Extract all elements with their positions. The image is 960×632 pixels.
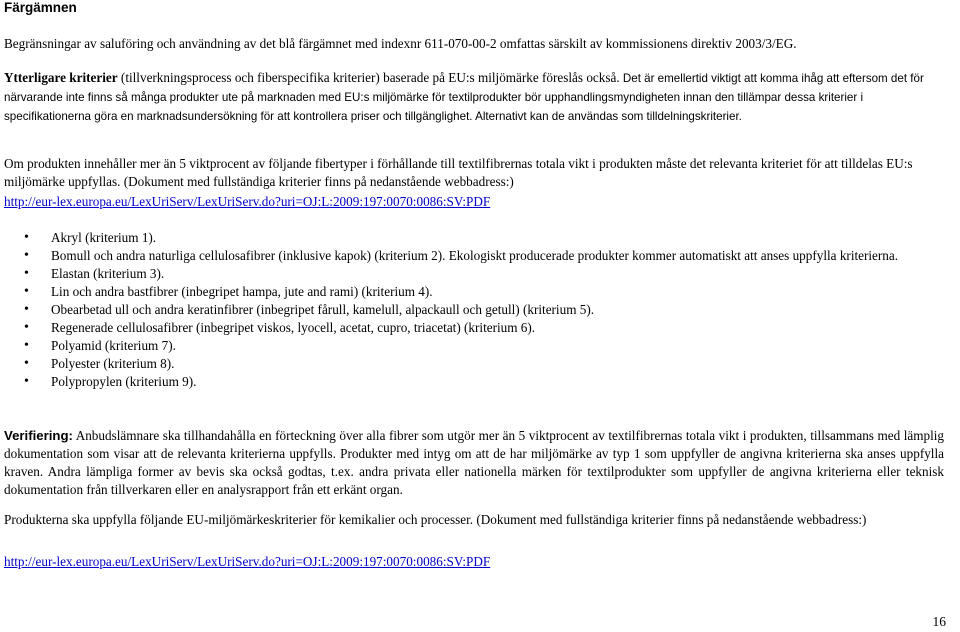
list-item: • Regenerade cellulosafibrer (inbegripet viskos, lyocell, acetat, cupro, triacetat) (kriterium 6). bbox=[4, 319, 944, 337]
page-number: 16 bbox=[932, 614, 946, 629]
paragraph-verification bbox=[4, 427, 944, 499]
verification-text: Anbudslämnare ska tillhandahålla en förteckning över alla fibrer som utgör mer än 5 viktprocent av textilfibrernas totala vikt i produkten, tillsammans med lämplig dokumentation som visar att de relevanta kriterierna uppfylls. Produkter med intyg om att de har miljömärke av typ 1 som uppfyller de angivna kriterierna ska anses uppfylla kraven. Andra lämpliga former av bevis ska också godtas, t.ex. andra privata eller nationella märken för textilprodukter som uppfyller de angivna kriterierna eller teknisk dokumentation från tillverkaren eller en analysrapport från ett erkänt organ. bbox=[4, 428, 944, 497]
list-item: • Elastan (kriterium 3). bbox=[4, 265, 944, 283]
additional-criteria-label: Ytterligare kriterier bbox=[4, 70, 118, 85]
list-item: • Akryl (kriterium 1). bbox=[4, 229, 944, 247]
paragraph-restrictions: Begränsningar av saluföring och användning av det blå färgämnet med indexnr 611-070-00-2 omfattas särskilt av kommissionens direktiv 2003/3/EG. bbox=[4, 36, 797, 51]
criteria-link-2[interactable]: http://eur-lex.europa.eu/LexUriServ/LexUriServ.do?uri=OJ:L:2009:197:0070:0086:SV:PDF bbox=[4, 554, 491, 569]
section-heading: Färgämnen bbox=[4, 0, 77, 15]
criteria-link-1-wrap bbox=[4, 193, 944, 211]
list-item: • Obearbetad ull och andra keratinfibrer (inbegripet fårull, kamelull, alpackaull och getull) (kriterium 5). bbox=[4, 301, 944, 319]
list-item: • Lin och andra bastfibrer (inbegripet hampa, jute and rami) (kriterium 4). bbox=[4, 283, 944, 301]
paragraph-additional-criteria bbox=[4, 69, 944, 126]
paragraph-chemicals: Produkterna ska uppfylla följande EU-miljömärkeskriterier för kemikalier och processer. (Dokument med fullständiga kriterier finns på nedanstående webbadress:) bbox=[4, 512, 867, 527]
paragraph-fiber-types: Om produkten innehåller mer än 5 viktprocent av följande fibertyper i förhållande till textilfibrernas totala vikt i produkten måste det relevanta kriteriet för att tilldelas EU:s miljömärke uppfyllas. (Dokument med fullständiga kriterier finns på nedanstående webbadress:) bbox=[4, 156, 913, 189]
list-item: • Polyester (kriterium 8). bbox=[4, 355, 944, 373]
list-item: • Polypropylen (kriterium 9). bbox=[4, 373, 944, 391]
additional-criteria-text: (tillverkningsprocess och fiberspecifika kriterier) baserade på EU:s miljömärke föreslås också. bbox=[117, 70, 620, 85]
verification-label: Verifiering: bbox=[4, 428, 73, 443]
criteria-link-1[interactable]: http://eur-lex.europa.eu/LexUriServ/LexUriServ.do?uri=OJ:L:2009:197:0070:0086:SV:PDF bbox=[4, 194, 491, 209]
additional-criteria-note: Det är emellertid viktigt att komma ihåg att eftersom det för närvarande inte finns så många produkter ute på marknaden med EU:s miljömärke för textilprodukter bör upphandlingsmyndigheten innan den tillämpar dessa kriterier i specifikationerna göra en marknadsundersökning för att kontrollera priser och tillgänglighet. Alternativt kan de användas som tilldelningskriterier. bbox=[4, 72, 924, 123]
list-item: • Bomull och andra naturliga cellulosafibrer (inklusive kapok) (kriterium 2). Ekologiskt producerade produkter kommer automatiskt att anses uppfylla kriterierna. bbox=[4, 247, 944, 265]
list-item: • Polyamid (kriterium 7). bbox=[4, 337, 944, 355]
fiber-list bbox=[4, 229, 944, 391]
criteria-link-2-wrap bbox=[4, 553, 944, 571]
